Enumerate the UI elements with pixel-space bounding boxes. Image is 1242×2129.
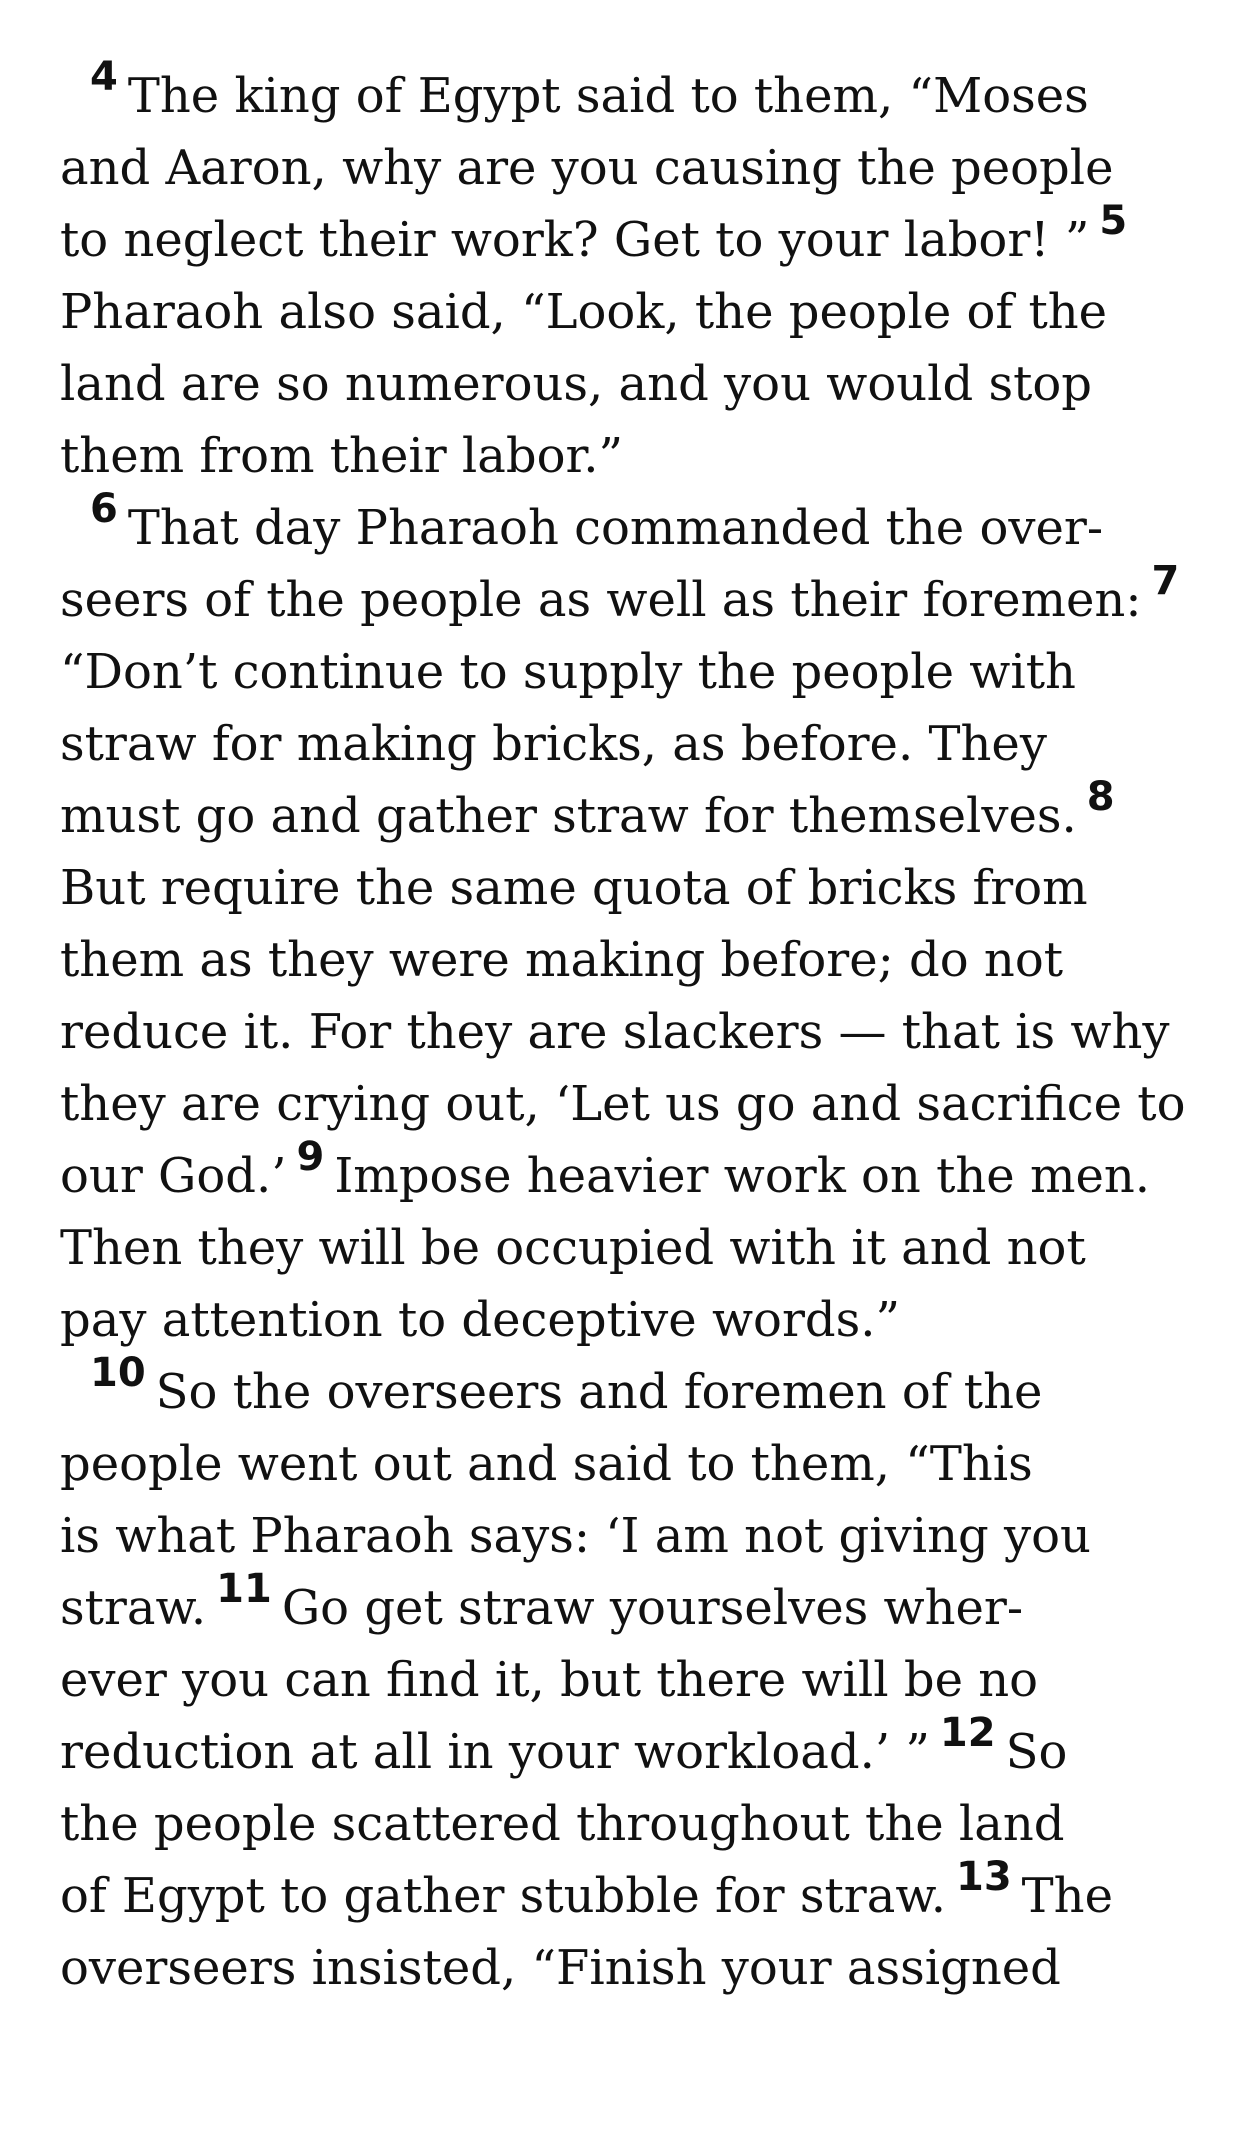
text-line [60, 1788, 1182, 1860]
text-line [60, 1428, 1182, 1500]
verse-number: 13 [955, 1854, 1012, 1900]
verse-number: 7 [1151, 558, 1180, 604]
text-line [60, 54, 1182, 132]
verse-text: must go and gather straw for themselves. [60, 788, 1077, 844]
text-line [60, 852, 1182, 924]
verse-text: straw. [60, 1580, 207, 1636]
text-line [60, 198, 1182, 276]
verse-text: “Don’t continue to supply the people with [60, 644, 1076, 700]
verse-text: of Egypt to gather stubble for straw. [60, 1868, 946, 1924]
text-line [60, 1710, 1182, 1788]
verse-number: 5 [1099, 198, 1128, 244]
verse-text: Go get straw yourselves wher- [281, 1580, 1024, 1636]
text-line [60, 1932, 1182, 2004]
verse-number: 4 [90, 54, 118, 100]
verse-text: But require the same quota of bricks from [60, 860, 1088, 916]
verse-text: pay attention to deceptive words.” [60, 1292, 901, 1348]
verse-text: to neglect their work? Get to your labor! ” [60, 212, 1090, 268]
verse-text: That day Pharaoh commanded the over- [127, 500, 1104, 556]
text-line [60, 1134, 1182, 1212]
verse-text: The king of Egypt said to them, “Moses [127, 68, 1089, 124]
verse-number: 8 [1086, 774, 1115, 820]
verse-text: people went out and said to them, “This [60, 1436, 1033, 1492]
text-line [60, 420, 1182, 492]
text-line [60, 486, 1182, 564]
scripture-text [60, 0, 1186, 2004]
verse-number: 11 [216, 1566, 272, 1612]
text-line [60, 1500, 1182, 1572]
verse-text: reduce it. For they are slackers — that is why [60, 1004, 1170, 1060]
text-line [60, 1284, 1182, 1356]
verse-text: overseers insisted, “Finish your assigned [60, 1940, 1061, 1996]
text-line [60, 1566, 1182, 1644]
verse-text: ever you can find it, but there will be no [60, 1652, 1039, 1708]
verse-number: 9 [296, 1134, 325, 1180]
verse-text: The [1021, 1868, 1113, 1924]
verse-text: the people scattered throughout the land [60, 1796, 1065, 1852]
verse-text: land are so numerous, and you would stop [60, 356, 1093, 412]
text-line [60, 774, 1182, 852]
verse-number: 6 [90, 486, 118, 532]
text-line [60, 1068, 1186, 1140]
verse-text: So the overseers and foremen of the [155, 1364, 1043, 1420]
verse-text: seers of the people as well as their foremen: [60, 572, 1142, 628]
verse-text: our God.’ [60, 1148, 287, 1204]
text-line [60, 1350, 1182, 1428]
verse-text: them as they were making before; do not [60, 932, 1064, 988]
text-line [60, 636, 1182, 708]
verse-text: Impose heavier work on the men. [334, 1148, 1151, 1204]
text-line [60, 708, 1182, 780]
text-line [60, 996, 1182, 1068]
verse-text: Then they will be occupied with it and not [60, 1220, 1086, 1276]
verse-text: Pharaoh also said, “Look, the people of the [60, 284, 1108, 340]
text-line [60, 348, 1182, 420]
text-line [60, 1644, 1182, 1716]
verse-text: So [1005, 1724, 1068, 1780]
text-line [60, 1854, 1182, 1932]
text-line [60, 1212, 1182, 1284]
verse-text: straw for making bricks, as before. They [60, 716, 1047, 772]
text-line [60, 132, 1182, 204]
text-line [60, 276, 1182, 348]
verse-text: they are crying out, ‘Let us go and sacrifice to [60, 1076, 1186, 1132]
verse-text: them from their labor.” [60, 428, 623, 484]
text-line [60, 558, 1182, 636]
verse-text: reduction at all in your workload.’ ” [60, 1724, 930, 1780]
verse-number: 10 [90, 1350, 146, 1396]
text-line [60, 924, 1182, 996]
verse-number: 12 [939, 1710, 996, 1756]
verse-text: is what Pharaoh says: ‘I am not giving you [60, 1508, 1091, 1564]
verse-text: and Aaron, why are you causing the people [60, 140, 1114, 196]
